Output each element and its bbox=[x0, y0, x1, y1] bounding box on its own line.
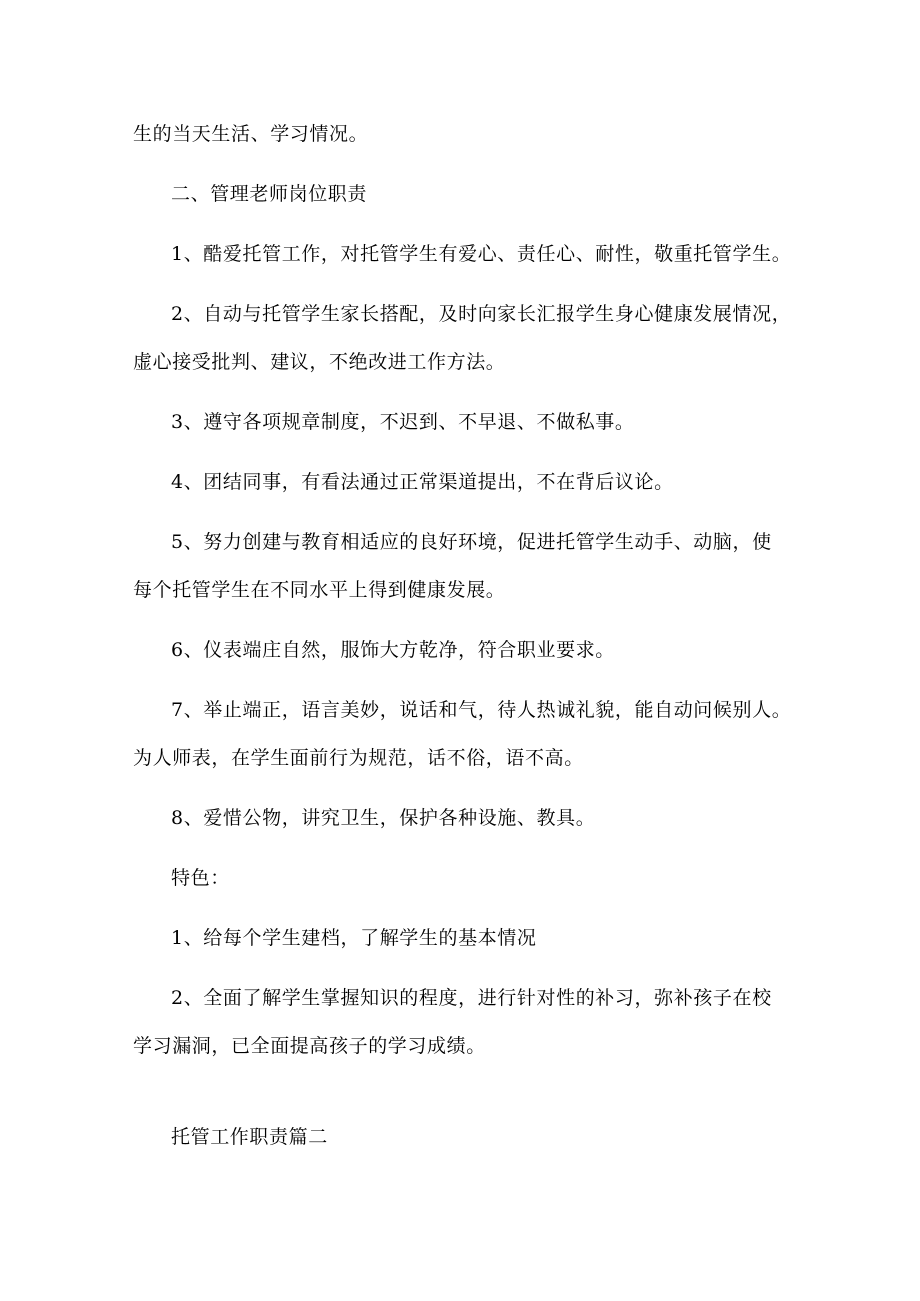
duty-item-2-line-1: 2、自动与托管学生家长搭配，及时向家长汇报学生身心健康发展情况， bbox=[171, 303, 792, 325]
duty-item-4: 4、团结同事，有看法通过正常渠道提出，不在背后议论。 bbox=[171, 471, 674, 493]
duty-item-2-line-2: 虚心接受批判、建议，不绝改进工作方法。 bbox=[133, 351, 506, 373]
section-title-part-two: 托管工作职责篇二 bbox=[171, 1126, 328, 1148]
duty-item-8: 8、爱惜公物，讲究卫生，保护各种设施、教具。 bbox=[171, 807, 596, 829]
duty-item-5-line-1: 5、努力创建与教育相适应的良好环境，促进托管学生动手、动脑，使 bbox=[171, 531, 772, 553]
feature-item-2-line-1: 2、全面了解学生掌握知识的程度，进行针对性的补习，弥补孩子在校 bbox=[171, 987, 772, 1009]
section-heading-duties: 二、管理老师岗位职责 bbox=[171, 183, 368, 205]
duty-item-3: 3、遵守各项规章制度，不迟到、不早退、不做私事。 bbox=[171, 411, 635, 433]
duty-item-7-line-1: 7、举止端正，语言美妙，说话和气，待人热诚礼貌，能自动问候别人。 bbox=[171, 699, 792, 721]
paragraph-continuation-line: 生的当天生活、学习情况。 bbox=[133, 123, 369, 145]
duty-item-6: 6、仪表端庄自然，服饰大方乾净，符合职业要求。 bbox=[171, 639, 615, 661]
duty-item-7-line-2: 为人师表，在学生面前行为规范，话不俗，语不高。 bbox=[133, 747, 584, 769]
duty-item-1: 1、酷爱托管工作，对托管学生有爱心、责任心、耐性，敬重托管学生。 bbox=[171, 243, 792, 265]
duty-item-5-line-2: 每个托管学生在不同水平上得到健康发展。 bbox=[133, 579, 506, 601]
features-heading: 特色： bbox=[171, 867, 230, 889]
feature-item-1: 1、给每个学生建档，了解学生的基本情况 bbox=[171, 927, 537, 949]
feature-item-2-line-2: 学习漏洞，已全面提高孩子的学习成绩。 bbox=[133, 1035, 486, 1057]
